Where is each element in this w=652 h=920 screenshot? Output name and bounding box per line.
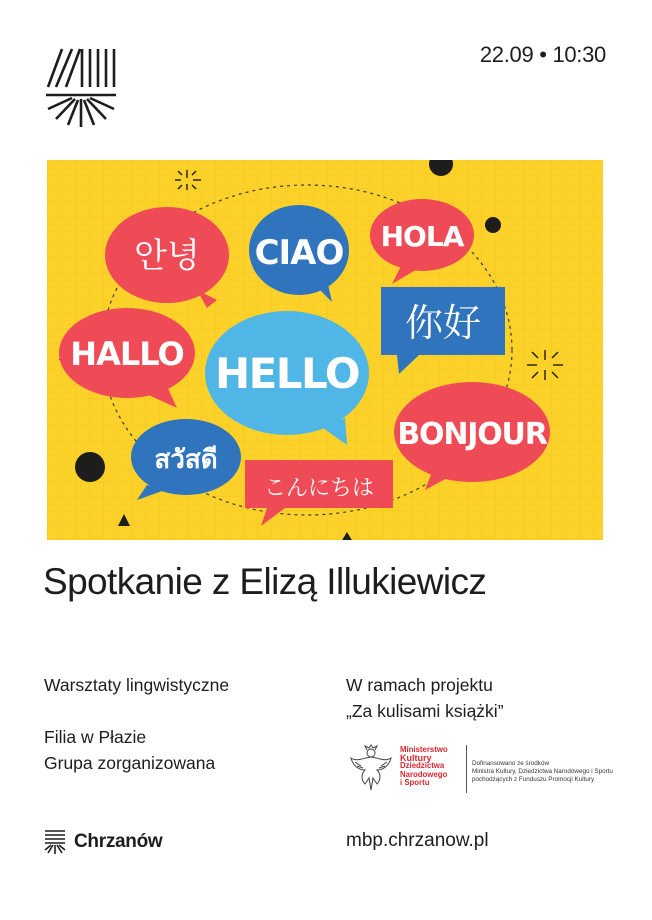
chrzanow-logo-icon <box>44 829 66 855</box>
ministry-line: Kultury <box>400 753 432 764</box>
bubble-text-chinese: 你好 <box>404 301 482 345</box>
event-date: 22.09 <box>479 42 534 67</box>
cofund-line: Ministra Kultury, Dziedzictwa Narodowego i Sportu <box>472 768 613 775</box>
languages-illustration <box>47 160 603 540</box>
footer-brand <box>44 829 162 855</box>
website-link[interactable]: mbp.chrzanow.pl <box>346 830 489 851</box>
bubble-text-japanese: こんにちは <box>263 476 375 501</box>
library-logo-icon <box>44 45 120 129</box>
divider <box>466 745 467 793</box>
bubble-text-ciao: CIAO <box>254 233 344 273</box>
ministry-line: Dziedzictwa <box>400 761 445 771</box>
decor-dot <box>75 452 105 482</box>
bubble-text-hola: HOLA <box>380 220 464 253</box>
date-separator: • <box>539 42 547 67</box>
ministry-line: Narodowego <box>400 769 448 779</box>
polish-eagle-emblem-icon <box>347 744 395 794</box>
event-location: Filia w Płazie <box>44 727 147 747</box>
cofunding-note <box>472 760 613 784</box>
event-time: 10:30 <box>552 42 606 67</box>
ministry-line: Ministerstwo <box>400 745 448 754</box>
brand-name: Chrzanów <box>74 831 163 852</box>
cofund-line: Dofinansowano ze środków <box>472 760 550 767</box>
bubble-text-thai: สวัสดี <box>154 445 218 475</box>
bubble-text-hello: HELLO <box>214 349 360 398</box>
event-details-block <box>44 724 215 776</box>
bubble-text-bonjour: BONJOUR <box>397 417 547 452</box>
decor-dot <box>485 217 501 233</box>
bubble-text-korean: 안녕 <box>134 236 200 276</box>
event-title: Spotkanie z Elizą Illukiewicz <box>43 561 487 602</box>
event-audience: Grupa zorganizowana <box>44 753 216 773</box>
event-type: Warsztaty lingwistyczne <box>44 675 230 695</box>
bubble-text-hallo: HALLO <box>70 335 184 373</box>
cofund-line: pochodzących z Funduszu Promocji Kultury <box>472 776 595 783</box>
project-block <box>346 672 504 724</box>
project-intro: W ramach projektu <box>346 675 493 695</box>
event-type-block <box>44 672 229 698</box>
ministry-line: i Sportu <box>400 777 430 787</box>
project-name: „Za kulisami książki” <box>346 701 504 721</box>
ministry-name <box>400 746 465 787</box>
event-datetime <box>480 42 606 68</box>
